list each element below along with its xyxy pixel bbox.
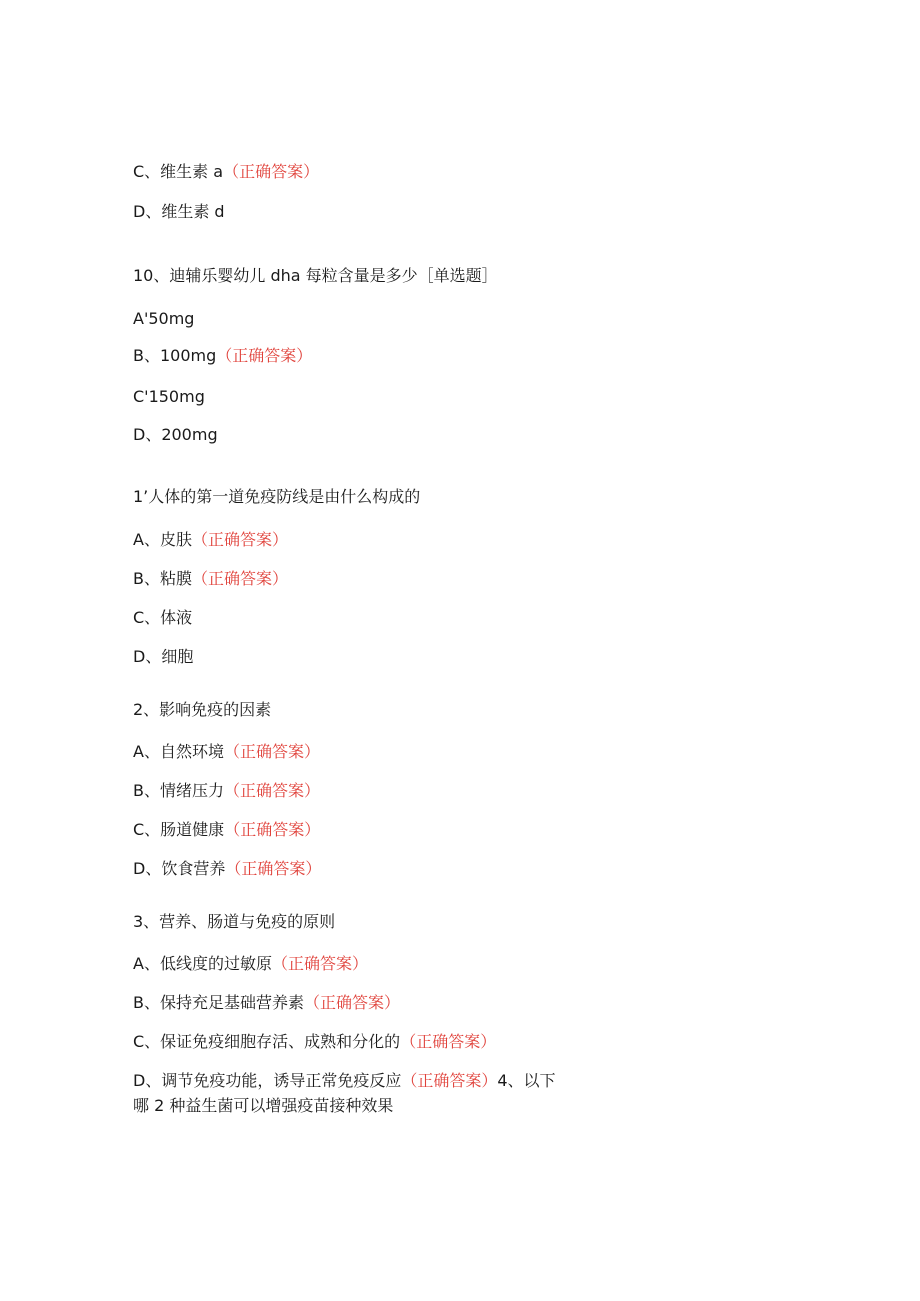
q3-option-d (133, 1071, 556, 1091)
correct-answer-marker: （正确答案） (400, 1032, 497, 1051)
q3-option-c (133, 1032, 496, 1052)
correct-answer-marker: （正确答案） (271, 954, 368, 973)
q1-option-d (133, 647, 193, 667)
q3-option-a (133, 954, 368, 974)
q1-option-b (133, 569, 288, 589)
q10-option-b (133, 346, 312, 366)
option-text: A'50mg (133, 309, 195, 328)
q9-option-c (133, 162, 319, 182)
q3-option-b (133, 993, 400, 1013)
correct-answer-marker: （正确答案） (225, 859, 322, 878)
option-text: C、维生素 a (133, 162, 224, 181)
option-text: A、自然环境 (133, 742, 224, 761)
correct-answer-marker: （正确答案） (191, 530, 288, 549)
q10-option-a (133, 309, 194, 329)
q10-option-c (133, 387, 205, 407)
option-text: A、皮肤 (133, 530, 192, 549)
option-text: D、调节免疫功能，诱导正常免疫反应 (133, 1071, 402, 1090)
q10-question (133, 266, 498, 286)
option-text: A、低线度的过敏原 (133, 954, 272, 973)
option-text: B、粘膜 (133, 569, 192, 588)
question-text: 2、影响免疫的因素 (133, 700, 272, 719)
q9-option-d (133, 202, 225, 222)
q1-option-a (133, 530, 288, 550)
correct-answer-marker: （正确答案） (223, 742, 320, 761)
correct-answer-marker: （正确答案） (223, 781, 320, 800)
q4-question-start: 4、以下 (497, 1071, 556, 1090)
q2-option-c (133, 820, 320, 840)
q10-option-d (133, 425, 218, 445)
correct-answer-marker: （正确答案） (191, 569, 288, 588)
q2-question (133, 700, 271, 720)
option-text: D、维生素 d (133, 202, 225, 221)
option-text: B、保持充足基础营养素 (133, 993, 304, 1012)
q2-option-d (133, 859, 321, 879)
option-text: D、200mg (133, 425, 218, 444)
option-text: C、保证免疫细胞存活、成熟和分化的 (133, 1032, 401, 1051)
option-text: B、情绪压力 (133, 781, 224, 800)
q4-question-continuation (133, 1096, 393, 1116)
question-text: 1’人体的第一道免疫防线是由什么构成的 (133, 487, 421, 506)
q2-option-a (133, 742, 320, 762)
question-text: 3、营养、肠道与免疫的原则 (133, 912, 336, 931)
correct-answer-marker: （正确答案） (401, 1071, 498, 1090)
q3-question (133, 912, 335, 932)
q2-option-b (133, 781, 320, 801)
correct-answer-marker: （正确答案） (303, 993, 400, 1012)
option-text: C、体液 (133, 608, 193, 627)
question-text: 10、迪辅乐婴幼儿 dha 每粒含量是多少［单选题］ (133, 266, 498, 285)
option-text: B、100mg (133, 346, 217, 365)
q1-option-c (133, 608, 192, 628)
question-text: 哪 2 种益生菌可以增强疫苗接种效果 (133, 1096, 394, 1115)
option-text: C、肠道健康 (133, 820, 225, 839)
option-text: C'150mg (133, 387, 205, 406)
correct-answer-marker: （正确答案） (224, 820, 321, 839)
option-text: D、饮食营养 (133, 859, 226, 878)
option-text: D、细胞 (133, 647, 194, 666)
q1-question (133, 487, 420, 507)
correct-answer-marker: （正确答案） (223, 162, 320, 181)
correct-answer-marker: （正确答案） (216, 346, 313, 365)
